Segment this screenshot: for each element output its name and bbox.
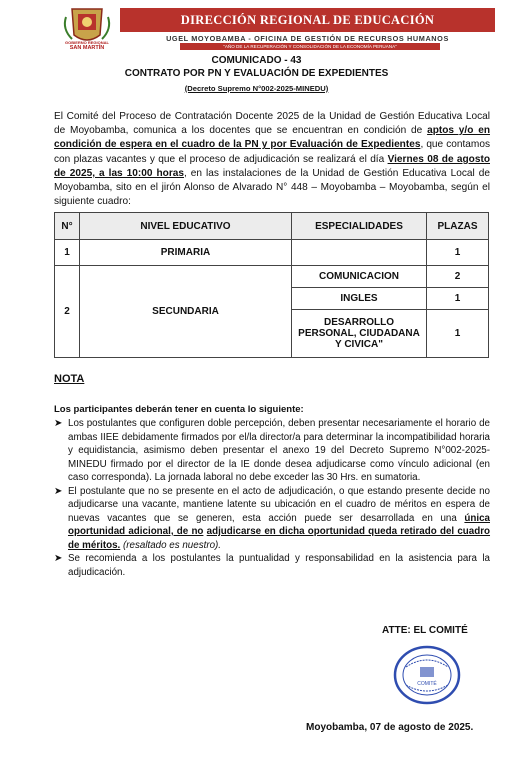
col-header-specialty: ESPECIALIDADES xyxy=(292,213,427,240)
header-motto: "AÑO DE LA RECUPERACIÓN Y CONSOLIDACIÓN DE LA ECONOMÍA PERUANA" xyxy=(180,43,440,50)
cell-level: SECUNDARIA xyxy=(80,266,292,358)
col-header-number: N° xyxy=(55,213,80,240)
nota-highlight-1: única oportunidad adicional, de no xyxy=(68,512,490,537)
nota-lead: Los participantes deberán tener en cuenta lo siguiente: xyxy=(54,404,304,415)
cell-number: 1 xyxy=(55,240,80,266)
arrow-bullet-icon: ➤ xyxy=(54,418,63,429)
nota-item-text: El postulante que no se presente en el acto de adjudicación, o que estando presente decide no adjudicarse una vacante, mantiene latente su ubicación en el cuadro de méritos en espera de nuevas vacantes que se generen, esta acción puede ser desarrollada en una xyxy=(68,485,490,524)
table-header-row xyxy=(55,213,489,240)
logo-caption: GOBIERNO REGIONAL xyxy=(64,40,109,45)
table-row xyxy=(55,240,489,266)
arrow-bullet-icon: ➤ xyxy=(54,553,63,564)
list-item xyxy=(54,417,490,485)
cell-specialty xyxy=(292,240,427,266)
logo-region: SAN MARTÍN xyxy=(69,45,105,51)
document-date: Moyobamba, 07 de agosto de 2025. xyxy=(306,722,474,733)
cell-level: PRIMARIA xyxy=(80,240,292,266)
communique-title: CONTRATO POR PN Y EVALUACIÓN DE EXPEDIENTES xyxy=(124,68,389,79)
committee-stamp-icon xyxy=(392,645,462,705)
cell-specialty: DESARROLLO PERSONAL, CIUDADANA Y CIVICA" xyxy=(292,310,427,358)
nota-highlight-2: adjudicarse en dicha oportunidad queda retirado del cuadro de méritos. xyxy=(68,526,491,551)
nota-item-text: Se recomienda a los postulantes la puntualidad y responsabilidad en la asistencia para la adjudicación. xyxy=(68,553,490,578)
intro-text-3: , en las instalaciones de la Unidad de Gestión Educativa Local de Moyobamba, sito en el jirón Alonso de Alvarado N° 448 – Moyobamba – Moyobamba, según el siguiente cuadro: xyxy=(54,167,491,208)
intro-paragraph xyxy=(54,110,490,209)
cell-number: 2 xyxy=(55,266,80,358)
intro-highlight-status: aptos y/o en condición de espera en el cuadro de la PN y por Evaluación de Expedientes xyxy=(54,125,490,151)
signature-line: ATTE: EL COMITÉ xyxy=(382,625,468,636)
cell-specialty: COMUNICACION xyxy=(292,266,427,288)
cell-places: 1 xyxy=(427,240,489,266)
intro-highlight-date: Viernes 08 de agosto de 2025, a las 10:00 horas xyxy=(54,153,490,179)
cell-specialty: INGLES xyxy=(292,288,427,310)
intro-text-2: , que contamos con plazas vacantes y que el proceso de adjudicación se realizará el día xyxy=(54,139,490,165)
header-banner: DIRECCIÓN REGIONAL DE EDUCACIÓN xyxy=(120,8,495,32)
stamp-label: COMITÉ xyxy=(417,681,437,687)
list-item xyxy=(54,552,490,579)
arrow-bullet-icon: ➤ xyxy=(54,485,63,497)
col-header-level: NIVEL EDUCATIVO xyxy=(80,213,292,240)
cell-places: 1 xyxy=(427,288,489,310)
cell-places: 2 xyxy=(427,266,489,288)
nota-italic-note: (resaltado es nuestro). xyxy=(120,539,222,551)
intro-text-1: El Comité del Proceso de Contratación Docente 2025 de la Unidad de Gestión Educativa Local de Moyobamba, comunica a los docentes que se encuentran en condición de xyxy=(54,111,490,137)
col-header-places: PLAZAS xyxy=(427,213,489,240)
communique-number: COMUNICADO - 43 xyxy=(211,55,302,66)
vacancy-table xyxy=(54,212,489,358)
list-item xyxy=(54,485,490,553)
nota-list xyxy=(54,417,490,579)
communique-decree: (Decreto Supremo N°002-2025-MINEDU) xyxy=(184,84,329,93)
nota-item-text: Los postulantes que configuren doble percepción, deben presentar necesariamente el horario de ambas IIEE debidamente firmados por el/la director/a para determinar la incompatibilidad horaria y equidistancia, asimismo deben presentar el anexo 19 del Decreto Supremo N°002-2025-MINEDU firmado por el director de la IE donde desea adjudicarse como vínculo adicional (en caso corresponda). La jornada laboral no debe exceder las 30 Hrs. en sumatoria. xyxy=(68,418,490,483)
nota-heading: NOTA xyxy=(54,373,85,385)
table-row xyxy=(55,266,489,288)
header-subtitle: UGEL MOYOBAMBA - OFICINA DE GESTIÓN DE RECURSOS HUMANOS xyxy=(166,34,449,43)
cell-places: 1 xyxy=(427,310,489,358)
